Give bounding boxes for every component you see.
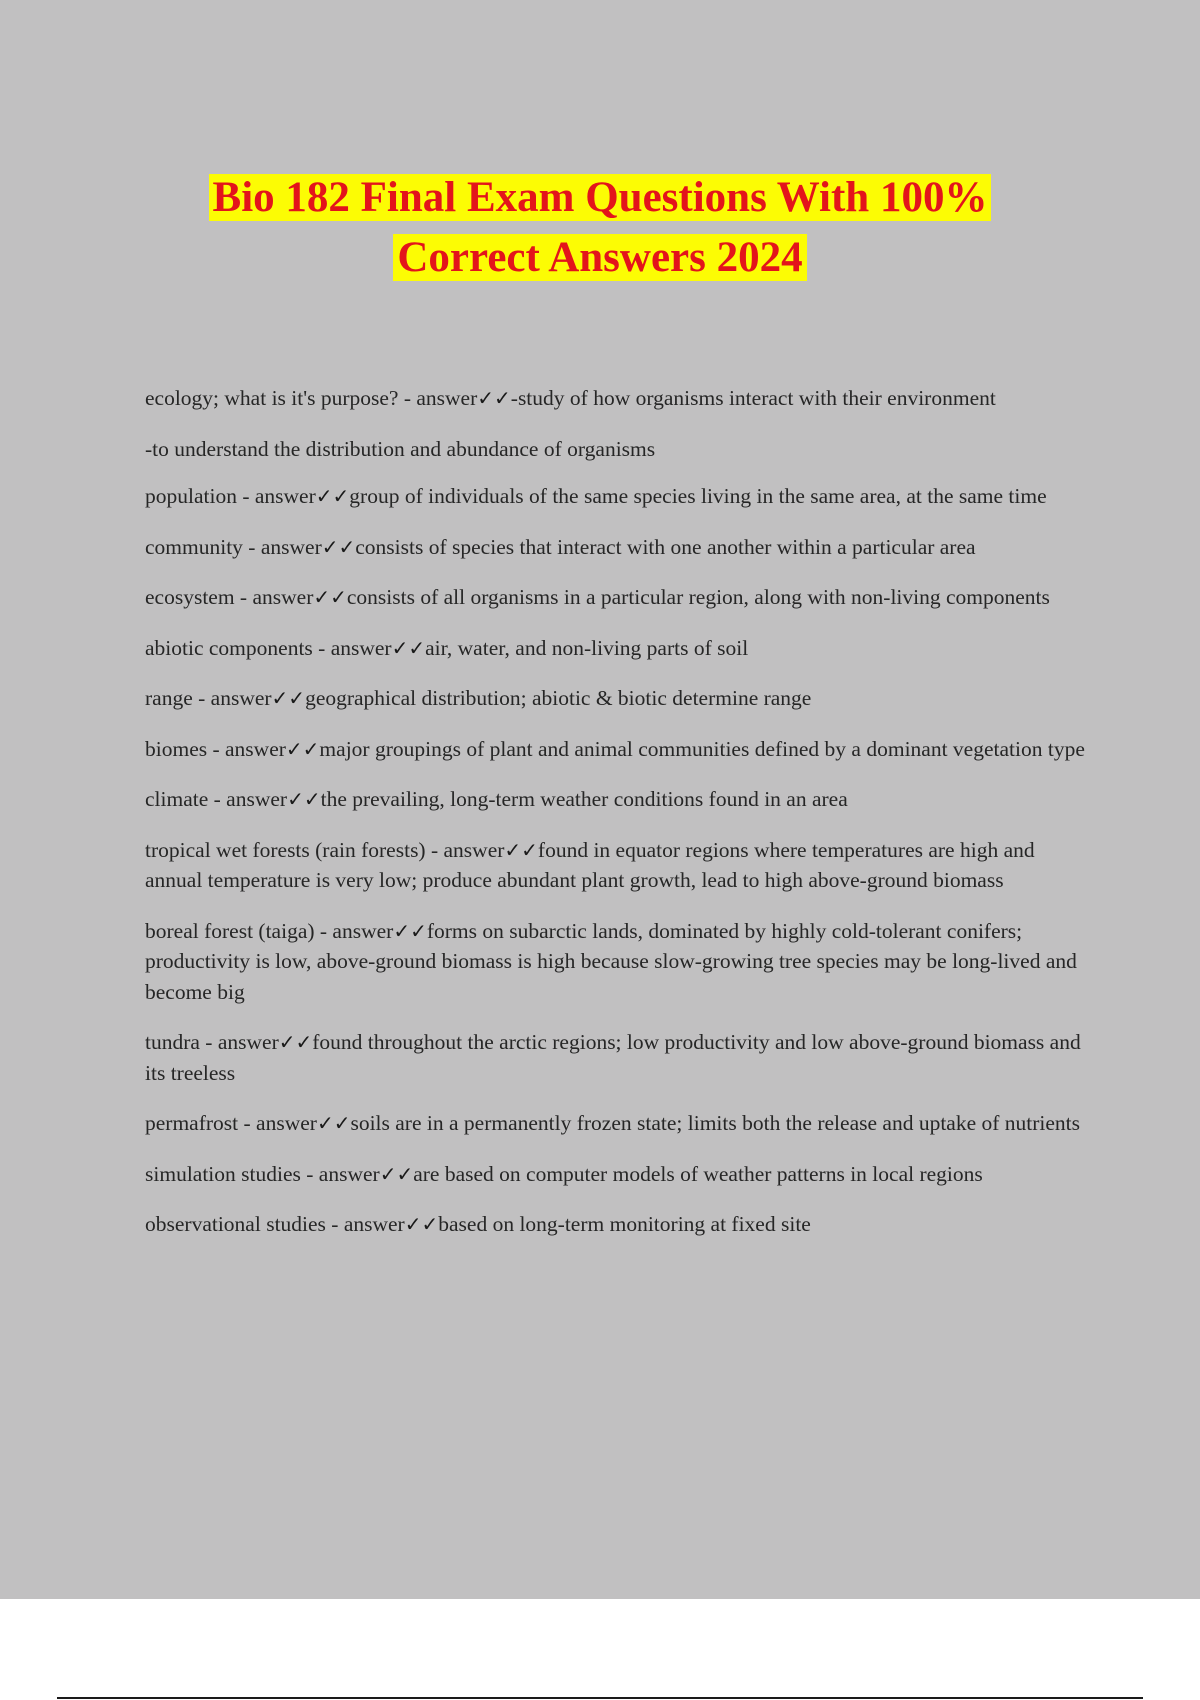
check-icon: ✓✓ xyxy=(315,484,350,508)
term: community - answer xyxy=(145,534,322,559)
answer: major groupings of plant and animal communities defined by a dominant vegetation type xyxy=(319,736,1085,761)
term: observational studies - answer xyxy=(145,1212,405,1236)
term: boreal forest (taiga) - answer xyxy=(145,918,394,943)
answer: consists of species that interact with one another within a particular area xyxy=(355,534,976,559)
qa-entry-range xyxy=(145,683,1085,714)
qa-entry-abiotic-components xyxy=(145,633,1085,664)
term: biomes - answer xyxy=(145,736,286,761)
check-icon: ✓✓ xyxy=(271,686,306,710)
answer: the prevailing, long-term weather conditions found in an area xyxy=(320,787,848,811)
check-icon: ✓✓ xyxy=(278,1030,313,1054)
answer: found in equator regions where temperatures are high and annual temperature is very low; produce abundant plant growth, lead to high above-ground biomass xyxy=(145,837,1035,892)
qa-entry-ecology-purpose xyxy=(145,434,1085,465)
qa-list xyxy=(145,383,1085,1260)
term: ecosystem - answer xyxy=(145,585,314,609)
answer: geographical distribution; abiotic & biotic determine range xyxy=(305,686,812,710)
qa-entry-tropical-wet-forests xyxy=(145,835,1085,896)
term: population - answer xyxy=(145,484,316,508)
term: range - answer xyxy=(145,686,272,710)
qa-entry-biomes xyxy=(145,734,1085,765)
footer-divider xyxy=(57,1697,1143,1699)
qa-entry-community xyxy=(145,532,1085,563)
answer: soils are in a permanently frozen state; limits both the release and uptake of nutrients xyxy=(350,1111,1081,1135)
answer: -to understand the distribution and abundance of organisms xyxy=(145,436,656,461)
answer: based on long-term monitoring at fixed site xyxy=(438,1212,811,1236)
qa-entry-population xyxy=(145,481,1085,512)
term: abiotic components - answer xyxy=(145,635,392,660)
check-icon: ✓✓ xyxy=(287,787,321,811)
check-icon: ✓✓ xyxy=(404,1212,439,1236)
answer: air, water, and non-living parts of soil xyxy=(425,635,749,660)
term: tropical wet forests (rain forests) - answer xyxy=(145,837,505,862)
term: tundra - answer xyxy=(145,1030,279,1054)
qa-entry-permafrost xyxy=(145,1108,1085,1139)
check-icon: ✓✓ xyxy=(321,534,356,559)
answer: -study of how organisms interact with their environment xyxy=(510,386,996,410)
term: climate - answer xyxy=(145,787,288,811)
qa-entry-tundra xyxy=(145,1027,1085,1088)
answer: found throughout the arctic regions; low productivity and low above-ground biomass and its treeless xyxy=(145,1030,1081,1085)
check-icon: ✓✓ xyxy=(379,1161,414,1186)
qa-entry-boreal-forest xyxy=(145,916,1085,1008)
title-line-1: Bio 182 Final Exam Questions With 100% xyxy=(209,174,992,221)
term: simulation studies - answer xyxy=(145,1161,380,1186)
answer: group of individuals of the same species living in the same area, at the same time xyxy=(349,484,1047,508)
check-icon: ✓✓ xyxy=(285,736,320,761)
qa-entry-ecology xyxy=(145,383,1085,414)
qa-entry-simulation-studies xyxy=(145,1159,1085,1190)
check-icon: ✓✓ xyxy=(391,635,426,660)
answer: are based on computer models of weather patterns in local regions xyxy=(413,1161,983,1186)
term: ecology; what is it's purpose? - answer xyxy=(145,386,478,410)
check-icon: ✓✓ xyxy=(504,837,538,862)
qa-entry-observational-studies xyxy=(145,1209,1085,1240)
answer: forms on subarctic lands, dominated by highly cold-tolerant conifers; productivity is low, above-ground biomass is high because slow-growing tree species may be long-lived and become big xyxy=(145,918,1077,1004)
check-icon: ✓✓ xyxy=(313,585,347,609)
term: permafrost - answer xyxy=(145,1111,317,1135)
title-line-2: Correct Answers 2024 xyxy=(393,234,806,281)
page-title xyxy=(0,168,1200,288)
check-icon: ✓✓ xyxy=(316,1111,351,1135)
check-icon: ✓✓ xyxy=(477,386,511,410)
qa-entry-climate xyxy=(145,784,1085,815)
answer: consists of all organisms in a particular region, along with non-living components xyxy=(346,585,1050,609)
qa-entry-ecosystem xyxy=(145,582,1085,613)
check-icon: ✓✓ xyxy=(393,918,427,943)
